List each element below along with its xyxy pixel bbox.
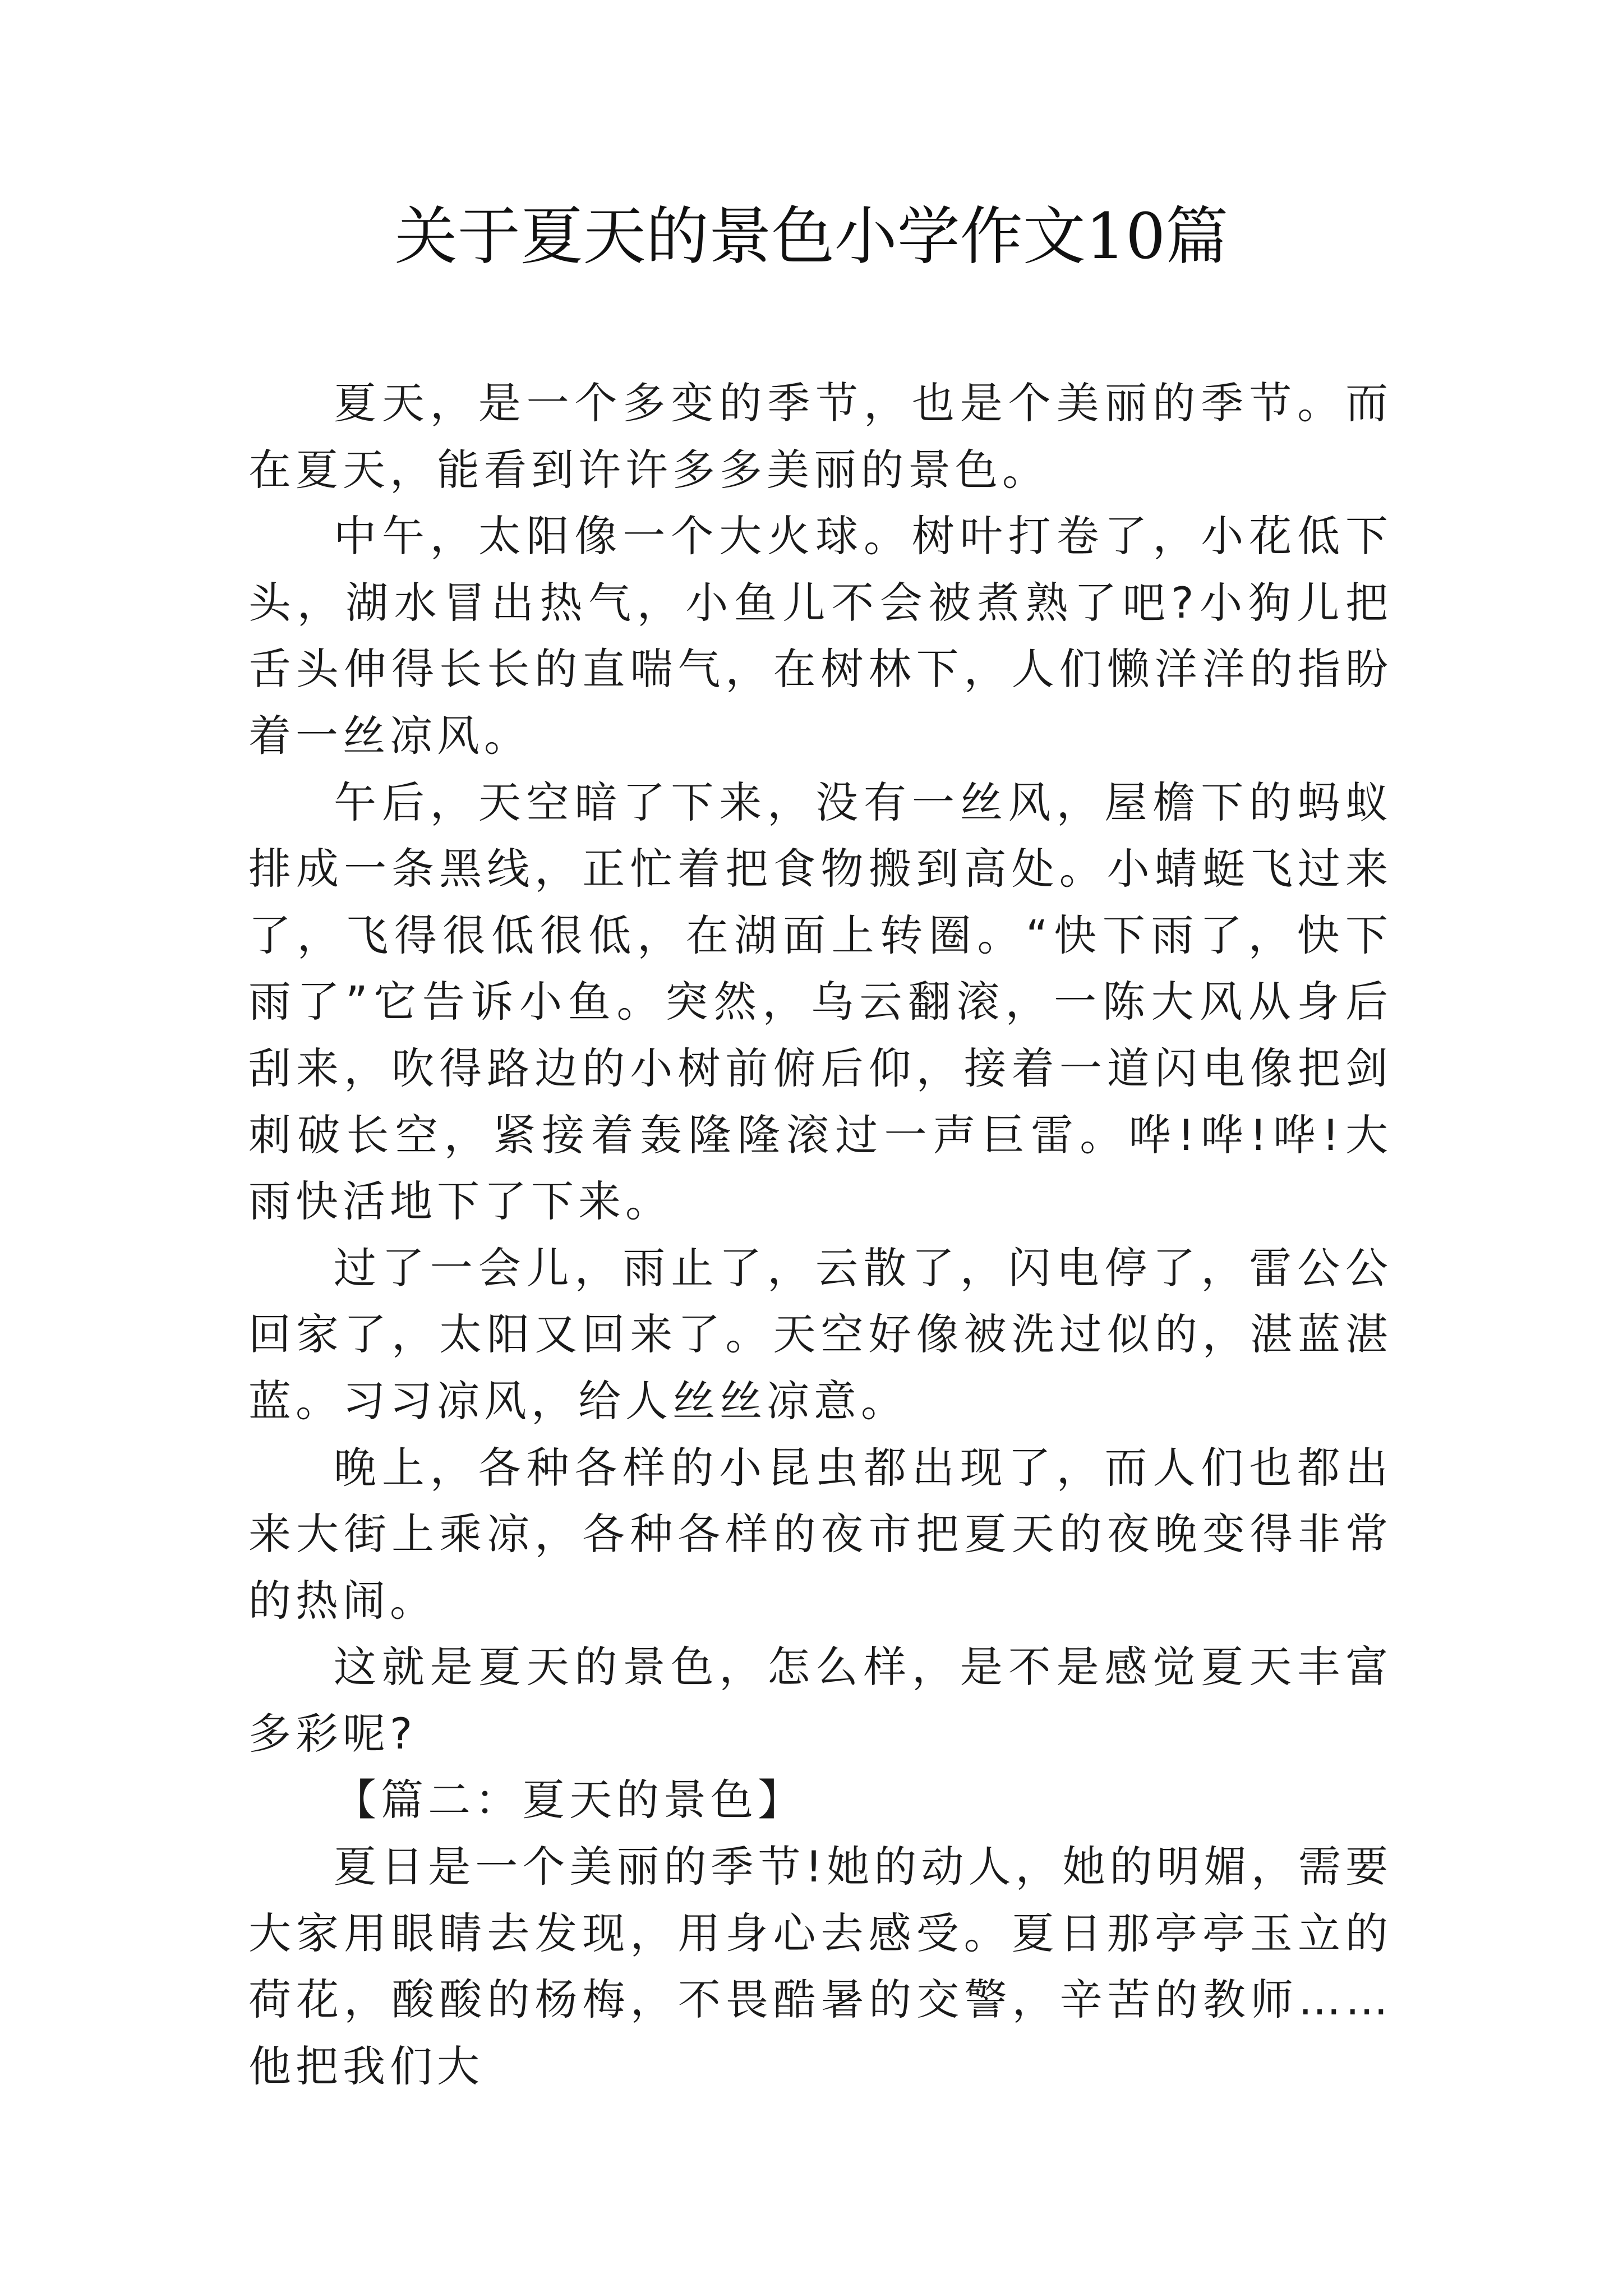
paragraph: 中午，太阳像一个大火球。树叶打卷了，小花低下头，湖水冒出热气，小鱼儿不会被煮熟了吧?小狗儿把舌头伸得长长的直喘气，在树林下，人们懒洋洋的指盼着一丝凉风。	[248, 511, 1393, 761]
paragraph: 午后，天空暗了下来，没有一丝风，屋檐下的蚂蚁排成一条黑线，正忙着把食物搬到高处。小蜻蜓飞过来了，飞得很低很低，在湖面上转圈。“快下雨了，快下雨了”它告诉小鱼。突然，乌云翻滚，一陈大风从身后刮来，吹得路边的小树前俯后仰，接着一道闪电像把剑刺破长空，紧接着轰隆隆滚过一声巨雷。哗!哗!哗!大雨快活地下了下来。	[248, 777, 1393, 1227]
paragraph: 夏日是一个美丽的季节!她的动人，她的明媚，需要大家用眼睛去发现，用身心去感受。夏日那亭亭玉立的荷花，酸酸的杨梅，不畏酷暑的交警，辛苦的教师……他把我们大	[248, 1842, 1393, 2091]
paragraph: 这就是夏天的景色，怎么样，是不是感觉夏天丰富多彩呢?	[248, 1642, 1393, 1759]
paragraph: 晚上，各种各样的小昆虫都出现了，而人们也都出来大街上乘凉，各种各样的夜市把夏天的夜晚变得非常的热闹。	[248, 1442, 1393, 1626]
paragraph: 夏天，是一个多变的季节，也是个美丽的季节。而在夏天，能看到许许多多美丽的景色。	[248, 378, 1393, 495]
page-title: 关于夏天的景色小学作文10篇	[394, 200, 1229, 273]
document-body	[248, 370, 1393, 2100]
paragraph: 过了一会儿，雨止了，云散了，闪电停了，雷公公回家了，太阳又回来了。天空好像被洗过似的，湛蓝湛蓝。习习凉风，给人丝丝凉意。	[248, 1243, 1393, 1426]
section-heading: 【篇二：夏天的景色】	[334, 1775, 805, 1825]
